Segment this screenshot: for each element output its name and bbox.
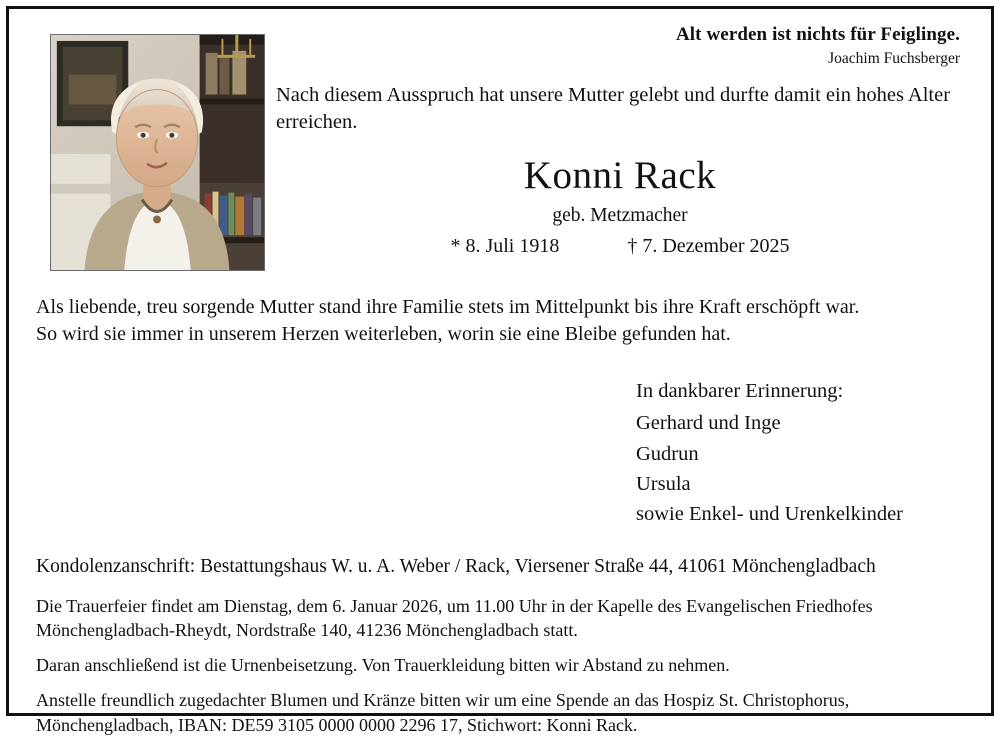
family-lead: In dankbarer Erinnerung: bbox=[636, 380, 844, 402]
quote-author: Joachim Fuchsberger bbox=[828, 50, 960, 67]
donation-line-2: Mönchengladbach, IBAN: DE59 3105 0000 0000 2296 17, Stichwort: Konni Rack. bbox=[36, 714, 638, 735]
name-block bbox=[276, 156, 964, 258]
donation-info bbox=[36, 688, 964, 738]
intro-text: Nach diesem Ausspruch hat unsere Mutter gelebt und durfte damit ein hohes Alter erreichen. bbox=[276, 84, 951, 134]
birth-date: * 8. Juli 1918 bbox=[450, 235, 560, 258]
life-dates bbox=[276, 235, 964, 258]
tribute-text bbox=[36, 294, 964, 348]
death-date: † 7. Dezember 2025 bbox=[627, 235, 790, 258]
service-info-line-2: Mönchengladbach-Rheydt, Nordstraße 140, 41236 Mönchengladbach statt. bbox=[36, 620, 578, 641]
service-info bbox=[36, 594, 964, 644]
maiden-name: geb. Metzmacher bbox=[552, 205, 688, 227]
family-block bbox=[636, 376, 964, 530]
family-member: Gudrun bbox=[636, 442, 699, 465]
family-member: Gerhard und Inge bbox=[636, 412, 781, 435]
burial-info: Daran anschließend ist die Urnenbeisetzung. Von Trauerkleidung bitten wir Abstand zu nehmen. bbox=[36, 655, 730, 676]
quote-text: Alt werden ist nichts für Feiglinge. bbox=[675, 24, 960, 45]
donation-line-1: Anstelle freundlich zugedachter Blumen und Kränze bitten wir um eine Spende an das Hospiz St. Christophorus, bbox=[36, 690, 850, 711]
footer-info bbox=[36, 594, 964, 738]
portrait-photo bbox=[50, 34, 265, 271]
notice-content bbox=[14, 14, 986, 735]
service-info-line-1: Die Trauerfeier findet am Dienstag, dem 6. Januar 2026, um 11.00 Uhr in der Kapelle des Evangelischen Friedhofes bbox=[36, 595, 873, 616]
tribute-line-2: So wird sie immer in unserem Herzen weiterleben, worin sie eine Bleibe gefunden hat. bbox=[36, 323, 731, 345]
family-member: Ursula bbox=[636, 472, 691, 495]
tribute-line-1: Als liebende, treu sorgende Mutter stand ihre Familie stets im Mittelpunkt bis ihre Kraft erschöpft war. bbox=[36, 296, 860, 318]
portrait-image bbox=[51, 35, 264, 270]
family-member: sowie Enkel- und Urenkelkinder bbox=[636, 503, 903, 526]
condolence-address: Kondolenzanschrift: Bestattungshaus W. u. A. Weber / Rack, Viersener Straße 44, 41061 Mönchengladbach bbox=[36, 555, 876, 577]
top-section bbox=[36, 24, 964, 272]
deceased-name: Konni Rack bbox=[523, 154, 717, 198]
